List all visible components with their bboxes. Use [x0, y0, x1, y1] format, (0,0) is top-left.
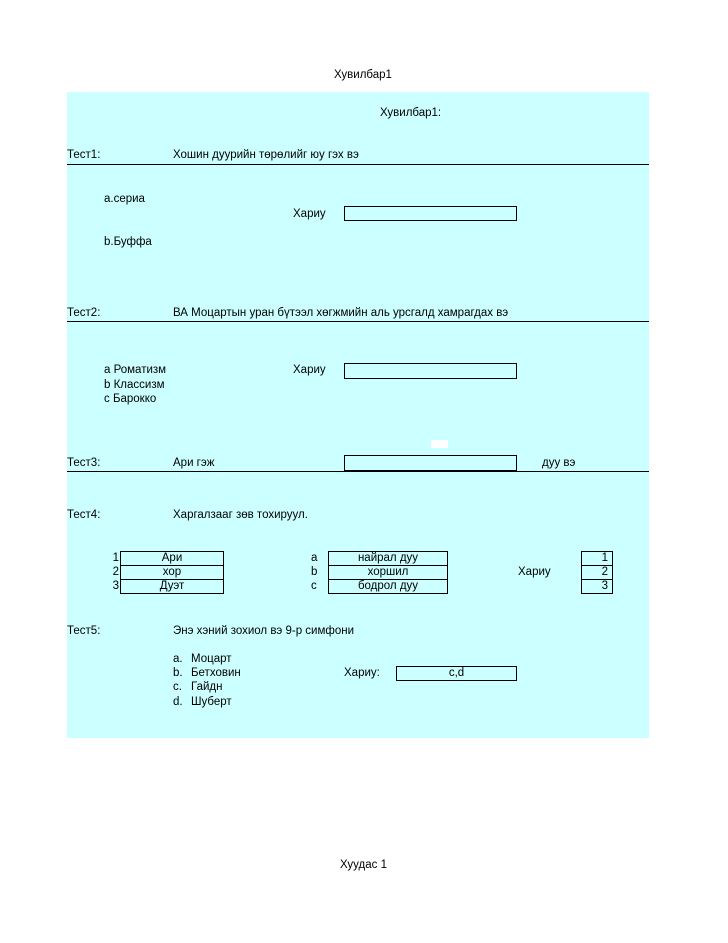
- test4-answer-label: Хариу: [518, 566, 551, 578]
- divider: [67, 471, 649, 472]
- test1-option-b: b.Буффа: [104, 236, 152, 248]
- right-item: бодрол дуу: [328, 579, 448, 594]
- test3-label: Тест3:: [67, 457, 101, 469]
- test3-prefix: Ари гэж: [173, 457, 215, 469]
- test2-option-a: a Роматизм: [104, 364, 167, 376]
- option-letter: d.: [173, 696, 183, 708]
- left-item: Ари: [120, 551, 224, 566]
- test1-answer-field[interactable]: [344, 206, 517, 221]
- worksheet-area: [67, 92, 649, 738]
- test5-label: Тест5:: [67, 625, 101, 637]
- answer-number-cell[interactable]: 3: [581, 579, 613, 594]
- answer-number-cell[interactable]: 2: [581, 565, 613, 580]
- test5-answer-field[interactable]: c,d: [396, 666, 517, 681]
- test3-answer-field[interactable]: [344, 455, 517, 471]
- right-item: найрал дуу: [328, 551, 448, 566]
- divider: [67, 321, 649, 322]
- test5-answer-label: Хариу:: [344, 667, 380, 679]
- right-letter: c: [311, 580, 317, 592]
- right-letter: a: [311, 552, 318, 564]
- test2-answer-field[interactable]: [344, 363, 517, 379]
- test2-option-c: c Барокко: [104, 393, 157, 405]
- test5-question: Энэ хэний зохиол вэ 9-р симфони: [173, 625, 355, 637]
- option-letter: b.: [173, 667, 183, 679]
- test1-label: Тест1:: [67, 149, 101, 161]
- option-letter: c.: [173, 681, 182, 693]
- answer-number-cell[interactable]: 1: [581, 551, 613, 566]
- left-number: 3: [112, 580, 119, 592]
- test4-label: Тест4:: [67, 509, 101, 521]
- test4-question: Харгалзааг зөв тохируул.: [173, 509, 308, 521]
- page-footer: Хуудас 1: [340, 859, 387, 871]
- test3-suffix: дуу вэ: [542, 457, 576, 469]
- page-header: Хувилбар1: [334, 69, 392, 81]
- left-number: 1: [112, 552, 119, 564]
- test1-question: Хошин дуурийн төрөлийг юу гэх вэ: [173, 149, 359, 161]
- divider: [67, 164, 649, 165]
- test2-option-b: b Классизм: [104, 379, 165, 391]
- option-letter: a.: [173, 653, 183, 665]
- test2-question: ВА Моцартын уран бүтээл хөгжмийн аль урсгалд хамрагдах вэ: [173, 307, 509, 319]
- white-cell: [431, 440, 448, 448]
- left-item: Дуэт: [120, 579, 224, 594]
- right-item: хоршил: [328, 565, 448, 580]
- left-item: хор: [120, 565, 224, 580]
- option-text: Шуберт: [191, 696, 232, 708]
- test2-answer-label: Хариу: [293, 364, 326, 376]
- test1-option-a: a.сериа: [104, 193, 145, 205]
- option-text: Гайдн: [191, 681, 223, 693]
- test2-label: Тест2:: [67, 307, 101, 319]
- option-text: Бетховин: [191, 667, 241, 679]
- test1-answer-label: Хариу: [293, 208, 326, 220]
- left-number: 2: [112, 566, 119, 578]
- right-letter: b: [311, 566, 318, 578]
- option-text: Моцарт: [191, 653, 232, 665]
- sheet-title: Хувилбар1:: [380, 107, 442, 119]
